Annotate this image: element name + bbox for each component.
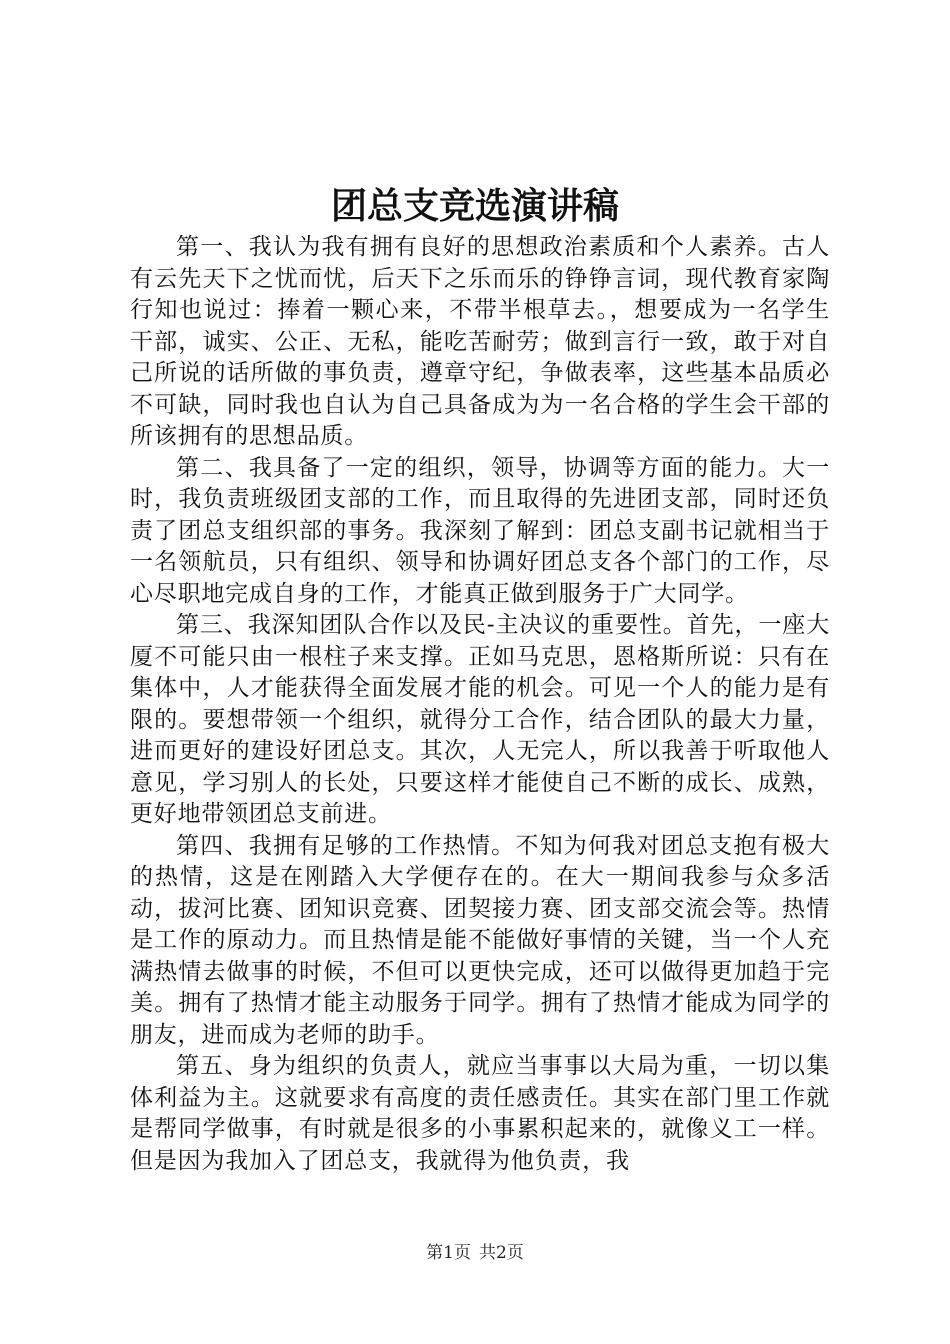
document-body (130, 232, 830, 1177)
page-footer (0, 1241, 950, 1265)
paragraph-1: 第一、我认为我有拥有良好的思想政治素质和个人素养。古人有云先天下之忧而忧，后天下之乐而乐的铮铮言词，现代教育家陶行知也说过：捧着一颗心来，不带半根草去。，想要成为一名学生干部，诚实、公正、无私，能吃苦耐劳；做到言行一致，敢于对自己所说的话所做的事负责，遵章守纪，争做表率，这些基本品质必不可缺，同时我也自认为自己具备成为为一名合格的学生会干部的所该拥有的思想品质。 (130, 234, 830, 449)
page-number-total: 共2页 (479, 1243, 524, 1263)
page-number-current: 第1页 (426, 1243, 471, 1263)
paragraph-5: 第五、身为组织的负责人，就应当事事以大局为重，一切以集体利益为主。这就要求有高度的责任感责任。其实在部门里工作就是帮同学做事，有时就是很多的小事累积起来的，就像义工一样。但是因为我加入了团总支，我就得为他负责，我 (130, 1053, 830, 1174)
paragraph-4: 第四、我拥有足够的工作热情。不知为何我对团总支抱有极大的热情，这是在刚踏入大学便存在的。在大一期间我参与众多活动，拔河比赛、团知识竞赛、团契接力赛、团支部交流会等。热情是工作的原动力。而且热情是能不能做好事情的关键，当一个人充满热情去做事的时候，不但可以更快完成，还可以做得更加趋于完美。拥有了热情才能主动服务于同学。拥有了热情才能成为同学的朋友，进而成为老师的助手。 (130, 832, 830, 1048)
document-title: 团总支竞选演讲稿 (330, 185, 619, 227)
paragraph-2: 第二、我具备了一定的组织，领导，协调等方面的能力。大一时，我负责班级团支部的工作，而且取得的先进团支部，同时还负责了团总支组织部的事务。我深刻了解到：团总支副书记就相当于一名领航员，只有组织、领导和协调好团总支各个部门的工作，尽心尽职地完成自身的工作，才能真正做到服务于广大同学。 (130, 454, 830, 607)
paragraph-3: 第三、我深知团队合作以及民-主决议的重要性。首先，一座大厦不可能只由一根柱子来支撑。正如马克思，恩格斯所说：只有在集体中，人才能获得全面发展才能的机会。可见一个人的能力是有限的。要想带领一个组织，就得分工合作，结合团队的最大力量，进而更好的建设好团总支。其次，人无完人，所以我善于听取他人意见，学习别人的长处，只要这样才能使自己不断的成长、成熟，更好地带领团总支前进。 (130, 612, 830, 827)
